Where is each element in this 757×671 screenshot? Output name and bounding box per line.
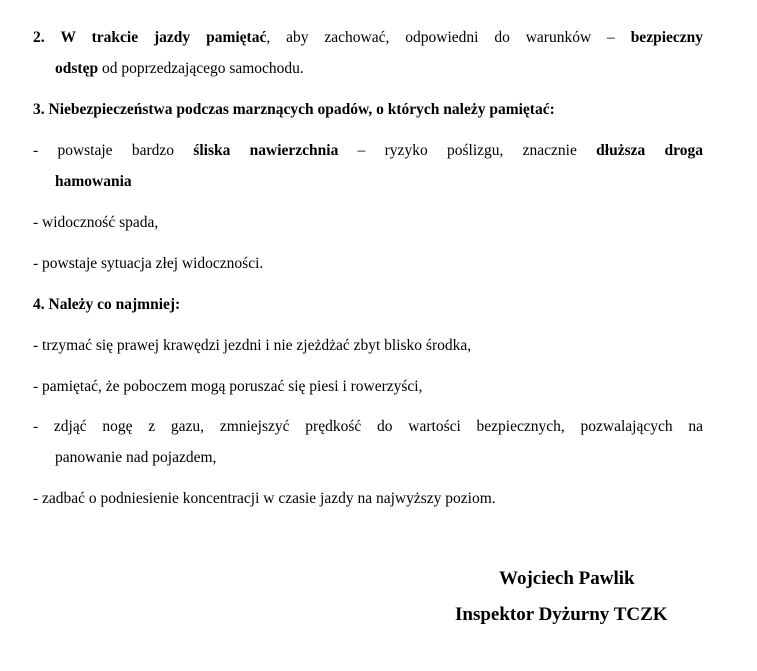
section-2-number: 2. [33, 29, 45, 46]
section-4-item-1 [33, 330, 703, 361]
section-3-item-1-bold-surface: śliska nawierzchnia [193, 142, 339, 159]
section-4-item-4-text: - zadbać o podniesienie koncentracji w czasie jazdy na najwyższy poziom. [33, 490, 496, 507]
section-3-item-1-line-2 [33, 166, 703, 197]
section-3-item-2-text: - widoczność spada, [33, 214, 159, 231]
section-2-text-end: od poprzedzającego samochodu. [98, 60, 304, 77]
section-2-bold-distance: odstęp [55, 60, 99, 77]
section-3-item-1 [33, 135, 703, 197]
section-3-item-3 [33, 248, 703, 279]
section-2-bold-phrase: W trakcie jazdy pamiętać [60, 29, 267, 46]
section-4-item-4 [33, 483, 703, 514]
section-4-item-2 [33, 371, 703, 402]
section-3-item-1-text-a: - powstaje bardzo [33, 142, 194, 159]
section-3-heading-text: 3. Niebezpieczeństwa podczas marznących opadów, o których należy pamiętać: [33, 101, 555, 118]
section-3-item-1-bold-braking: hamowania [55, 173, 132, 190]
section-2-bold-safe: bezpieczny [630, 29, 704, 46]
signature-name: Wojciech Pawlik [499, 568, 635, 589]
section-3-heading [33, 94, 703, 125]
section-4-item-3-line-1: - zdjąć nogę z gazu, zmniejszyć prędkość do wartości bezpiecznych, pozwalających na [33, 418, 703, 435]
section-4-item-1-text: - trzymać się prawej krawędzi jezdni i nie zjeżdżać zbyt blisko środka, [33, 337, 472, 354]
section-3-item-2 [33, 207, 703, 238]
section-4-heading-text: 4. Należy co najmniej: [33, 296, 181, 313]
section-4-heading [33, 289, 703, 320]
section-2-line-2 [33, 53, 703, 84]
section-2 [33, 22, 703, 84]
signature-title: Inspektor Dyżurny TCZK [455, 604, 668, 625]
section-3-item-1-bold-distance: dłuższa droga [596, 142, 704, 159]
section-3-item-3-text: - powstaje sytuacja złej widoczności. [33, 255, 264, 272]
section-3-item-1-text-b: – ryzyko poślizgu, znacznie [338, 142, 597, 159]
section-4-item-3 [33, 411, 703, 473]
section-4-item-3-line-2: panowanie nad pojazdem, [55, 449, 217, 466]
section-4-item-2-text: - pamiętać, że poboczem mogą poruszać się piesi i rowerzyści, [33, 378, 423, 395]
section-3-item-1-line-1 [33, 135, 703, 166]
section-2-text: , aby zachować, odpowiedni do warunków – [266, 29, 631, 46]
section-2-line-1 [33, 22, 703, 53]
